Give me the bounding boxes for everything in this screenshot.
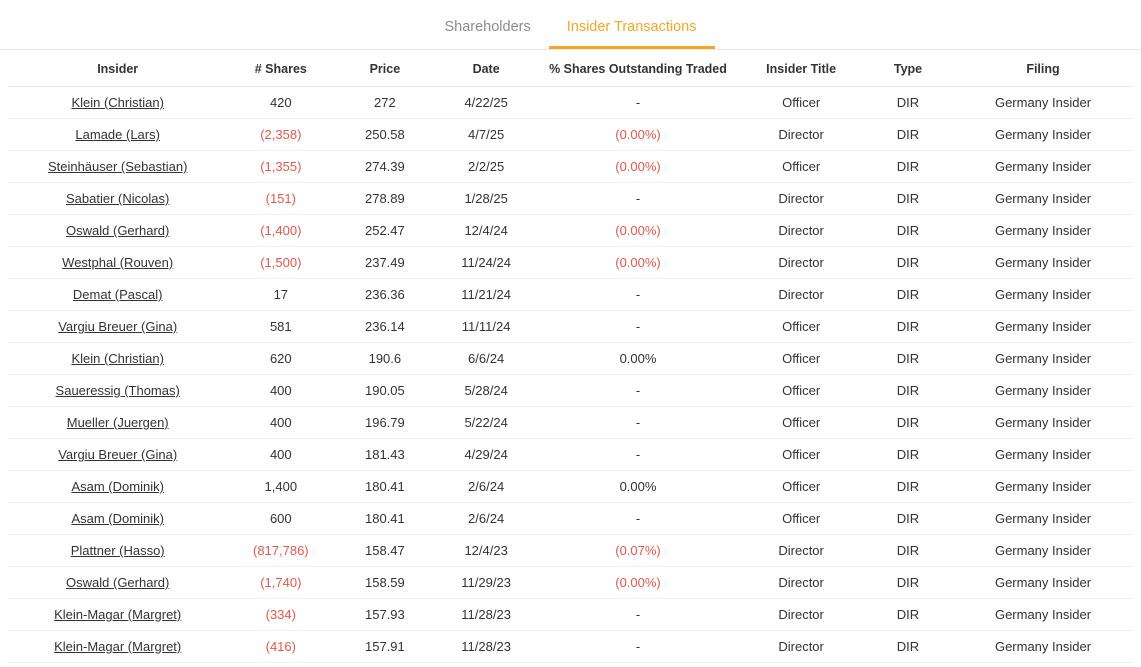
cell-price: 250.58 [334,119,435,151]
cell-shares: 400 [227,375,334,407]
cell-price: 278.89 [334,183,435,215]
cell-insider [8,503,227,535]
column-header-insider[interactable]: Insider [8,50,227,87]
cell-date: 12/4/24 [436,215,537,247]
table-body [8,87,1133,663]
table-row [8,503,1133,535]
cell-date: 2/6/24 [436,471,537,503]
cell-pct-shares-outstanding-traded: (0.00%) [537,567,740,599]
cell-price: 180.41 [334,503,435,535]
cell-pct-shares-outstanding-traded: - [537,375,740,407]
cell-insider [8,119,227,151]
cell-insider [8,375,227,407]
cell-insider-title: Director [739,567,863,599]
tab-shareholders[interactable]: Shareholders [444,18,531,35]
tab-insider-transactions[interactable]: Insider Transactions [549,20,715,50]
table-row [8,343,1133,375]
cell-insider [8,215,227,247]
insider-link[interactable]: Klein (Christian) [71,351,164,366]
cell-filing: Germany Insider [953,439,1133,471]
insider-link[interactable]: Klein-Magar (Margret) [54,607,182,622]
cell-insider [8,631,227,663]
cell-filing: Germany Insider [953,247,1133,279]
cell-insider [8,87,227,119]
cell-filing: Germany Insider [953,535,1133,567]
cell-type: DIR [863,631,953,663]
insider-link[interactable]: Klein-Magar (Margret) [54,639,182,654]
table-row [8,567,1133,599]
cell-price: 157.91 [334,631,435,663]
cell-price: 196.79 [334,407,435,439]
cell-insider-title: Director [739,535,863,567]
insider-link[interactable]: Oswald (Gerhard) [66,575,170,590]
cell-pct-shares-outstanding-traded: - [537,87,740,119]
table-row [8,631,1133,663]
cell-date: 11/21/24 [436,279,537,311]
cell-insider-title: Officer [739,439,863,471]
cell-date: 4/7/25 [436,119,537,151]
table-header-row [8,50,1133,87]
insider-link[interactable]: Demat (Pascal) [72,287,163,302]
cell-insider-title: Officer [739,343,863,375]
cell-filing: Germany Insider [953,599,1133,631]
cell-type: DIR [863,119,953,151]
table-row [8,87,1133,119]
cell-insider-title: Officer [739,151,863,183]
cell-filing: Germany Insider [953,567,1133,599]
cell-insider-title: Director [739,183,863,215]
table-row [8,407,1133,439]
cell-price: 157.93 [334,599,435,631]
insider-link[interactable]: Vargiu Breuer (Gina) [58,447,178,462]
column-header-pct-shares-outstanding-traded[interactable]: % Shares Outstanding Traded [537,50,740,87]
cell-date: 2/6/24 [436,503,537,535]
cell-price: 236.36 [334,279,435,311]
cell-shares: 1,400 [227,471,334,503]
cell-pct-shares-outstanding-traded: - [537,631,740,663]
cell-filing: Germany Insider [953,183,1133,215]
cell-insider [8,183,227,215]
cell-type: DIR [863,535,953,567]
tab-bar [0,0,1141,50]
table-row [8,151,1133,183]
cell-insider [8,311,227,343]
cell-insider [8,407,227,439]
cell-type: DIR [863,375,953,407]
cell-filing: Germany Insider [953,375,1133,407]
insider-link[interactable]: Steinhäuser (Sebastian) [47,159,188,174]
cell-insider-title: Director [739,599,863,631]
cell-type: DIR [863,599,953,631]
cell-pct-shares-outstanding-traded: (0.00%) [537,151,740,183]
column-header-type[interactable]: Type [863,50,953,87]
cell-filing: Germany Insider [953,631,1133,663]
cell-shares: (1,355) [227,151,334,183]
cell-pct-shares-outstanding-traded: - [537,503,740,535]
cell-pct-shares-outstanding-traded: (0.00%) [537,119,740,151]
cell-type: DIR [863,215,953,247]
cell-price: 252.47 [334,215,435,247]
cell-filing: Germany Insider [953,407,1133,439]
insider-link[interactable]: Asam (Dominik) [71,511,164,526]
cell-insider [8,343,227,375]
cell-date: 6/6/24 [436,343,537,375]
insider-link[interactable]: Vargiu Breuer (Gina) [58,319,178,334]
insider-transactions-table [8,50,1133,663]
column-header-shares[interactable]: # Shares [227,50,334,87]
cell-pct-shares-outstanding-traded: - [537,407,740,439]
cell-shares: (334) [227,599,334,631]
cell-price: 158.47 [334,535,435,567]
cell-type: DIR [863,567,953,599]
cell-insider [8,535,227,567]
cell-pct-shares-outstanding-traded: (0.00%) [537,247,740,279]
cell-date: 11/24/24 [436,247,537,279]
cell-pct-shares-outstanding-traded: - [537,439,740,471]
cell-shares: (416) [227,631,334,663]
cell-insider [8,279,227,311]
cell-date: 2/2/25 [436,151,537,183]
column-header-price[interactable]: Price [334,50,435,87]
cell-shares: (1,400) [227,215,334,247]
cell-filing: Germany Insider [953,471,1133,503]
table-row [8,311,1133,343]
cell-insider-title: Officer [739,311,863,343]
cell-shares: 17 [227,279,334,311]
cell-price: 272 [334,87,435,119]
cell-shares: (1,500) [227,247,334,279]
cell-price: 237.49 [334,247,435,279]
cell-pct-shares-outstanding-traded: - [537,599,740,631]
cell-pct-shares-outstanding-traded: (0.00%) [537,215,740,247]
cell-insider-title: Officer [739,87,863,119]
cell-price: 274.39 [334,151,435,183]
cell-date: 4/22/25 [436,87,537,119]
cell-type: DIR [863,439,953,471]
insider-link[interactable]: Mueller (Juergen) [66,415,169,430]
cell-shares: (1,740) [227,567,334,599]
insider-link[interactable]: Lamade (Lars) [75,127,160,142]
cell-price: 236.14 [334,311,435,343]
cell-insider [8,151,227,183]
cell-type: DIR [863,311,953,343]
cell-insider [8,471,227,503]
cell-price: 158.59 [334,567,435,599]
table-row [8,471,1133,503]
cell-date: 11/28/23 [436,631,537,663]
cell-shares: 581 [227,311,334,343]
cell-shares: (151) [227,183,334,215]
cell-shares: 600 [227,503,334,535]
table-row [8,183,1133,215]
cell-type: DIR [863,87,953,119]
cell-insider [8,599,227,631]
cell-insider [8,439,227,471]
cell-date: 1/28/25 [436,183,537,215]
table-header [8,50,1133,87]
cell-price: 190.05 [334,375,435,407]
cell-pct-shares-outstanding-traded: - [537,311,740,343]
cell-type: DIR [863,247,953,279]
insider-link[interactable]: Saueressig (Thomas) [55,383,180,398]
cell-pct-shares-outstanding-traded: 0.00% [537,471,740,503]
cell-pct-shares-outstanding-traded: - [537,279,740,311]
cell-insider-title: Director [739,215,863,247]
cell-type: DIR [863,343,953,375]
cell-type: DIR [863,279,953,311]
cell-date: 5/22/24 [436,407,537,439]
cell-insider-title: Director [739,279,863,311]
insider-link[interactable]: Sabatier (Nicolas) [66,191,170,206]
cell-insider-title: Director [739,247,863,279]
cell-pct-shares-outstanding-traded: (0.07%) [537,535,740,567]
cell-insider [8,247,227,279]
cell-shares: (817,786) [227,535,334,567]
cell-insider-title: Officer [739,375,863,407]
insider-link[interactable]: Asam (Dominik) [71,479,164,494]
cell-filing: Germany Insider [953,119,1133,151]
column-header-date[interactable]: Date [436,50,537,87]
cell-price: 190.6 [334,343,435,375]
cell-shares: 420 [227,87,334,119]
cell-date: 11/29/23 [436,567,537,599]
column-header-insider-title[interactable]: Insider Title [739,50,863,87]
insider-link[interactable]: Klein (Christian) [71,95,164,110]
cell-insider-title: Officer [739,471,863,503]
table-row [8,119,1133,151]
cell-type: DIR [863,407,953,439]
insider-link[interactable]: Westphal (Rouven) [62,255,174,270]
cell-filing: Germany Insider [953,87,1133,119]
cell-insider-title: Director [739,631,863,663]
table-row [8,215,1133,247]
insider-link[interactable]: Oswald (Gerhard) [66,223,170,238]
cell-filing: Germany Insider [953,151,1133,183]
cell-shares: 400 [227,407,334,439]
cell-type: DIR [863,503,953,535]
cell-filing: Germany Insider [953,215,1133,247]
cell-date: 12/4/23 [436,535,537,567]
table-row [8,375,1133,407]
cell-pct-shares-outstanding-traded: 0.00% [537,343,740,375]
table-row [8,279,1133,311]
cell-insider-title: Officer [739,503,863,535]
cell-filing: Germany Insider [953,279,1133,311]
cell-pct-shares-outstanding-traded: - [537,183,740,215]
cell-shares: 620 [227,343,334,375]
insider-link[interactable]: Plattner (Hasso) [70,543,165,558]
cell-insider-title: Director [739,119,863,151]
cell-shares: (2,358) [227,119,334,151]
cell-date: 4/29/24 [436,439,537,471]
table-row [8,599,1133,631]
column-header-filing[interactable]: Filing [953,50,1133,87]
cell-price: 180.41 [334,471,435,503]
cell-filing: Germany Insider [953,503,1133,535]
cell-filing: Germany Insider [953,343,1133,375]
table-row [8,247,1133,279]
cell-type: DIR [863,151,953,183]
cell-date: 5/28/24 [436,375,537,407]
cell-filing: Germany Insider [953,311,1133,343]
cell-shares: 400 [227,439,334,471]
cell-insider-title: Officer [739,407,863,439]
table-row [8,535,1133,567]
cell-type: DIR [863,471,953,503]
cell-type: DIR [863,183,953,215]
table-row [8,439,1133,471]
cell-insider [8,567,227,599]
cell-price: 181.43 [334,439,435,471]
cell-date: 11/28/23 [436,599,537,631]
insider-transactions-table-wrapper [0,50,1141,663]
cell-date: 11/11/24 [436,311,537,343]
